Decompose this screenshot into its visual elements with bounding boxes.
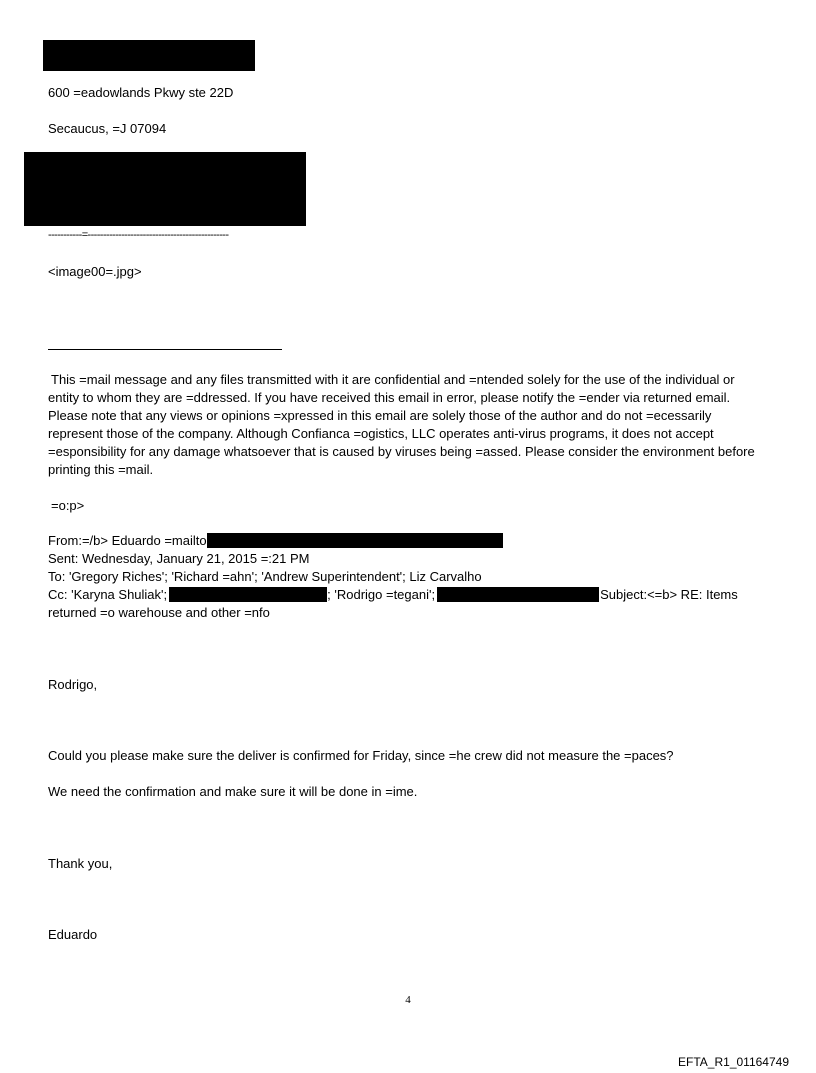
document-id: EFTA_R1_01164749: [678, 1055, 789, 1069]
body-signature: Eduardo: [48, 927, 98, 942]
body-line-1: Could you please make sure the deliver is confirmed for Friday, since =he crew did not measure the =paces?: [48, 748, 674, 763]
subject-label: Subject:<=b> RE: Items: [600, 587, 738, 602]
header-cc: [48, 586, 738, 604]
from-label: From:=/b> Eduardo =mailto: [48, 533, 207, 548]
confidentiality-disclaimer: This =mail message and any files transmitted with it are confidential and =ntended solely for the use of the individual or entity to whom they are =ddressed. If you have received this email in error, please notify the =ender via returned email. Please note that any views or opinions =xpressed in this email are solely those of the author and do not =ecessarily represent those of the company. Although Confianca =ogistics, LLC operates anti-virus programs, it does not accept =esponsibility for any damage whatsoever that is caused by viruses being =assed. Please consider the environment before printing this =mail.: [48, 372, 755, 477]
cc-label: Cc: 'Karyna Shuliak';: [48, 587, 168, 602]
redaction-cc-1: [169, 587, 327, 602]
redaction-block-top: [43, 40, 255, 71]
separator-line: -----------=----------------------------------------------: [48, 229, 229, 241]
divider-rule: [48, 349, 282, 350]
address-line-1: 600 =eadowlands Pkwy ste 22D: [48, 85, 234, 100]
body-greeting: Rodrigo,: [48, 677, 98, 692]
body-line-2: We need the confirmation and make sure it will be done in =ime.: [48, 784, 418, 799]
page-number: 4: [405, 994, 411, 1006]
redaction-block-large: [24, 152, 306, 226]
address-line-2: Secaucus, =J 07094: [48, 121, 167, 136]
redaction-cc-2: [437, 587, 599, 602]
header-from: [48, 532, 503, 550]
cc-rodrigo: ; 'Rodrigo =tegani';: [327, 587, 436, 602]
op-tag: =o:p>: [51, 498, 85, 513]
header-subject-cont: returned =o warehouse and other =nfo: [48, 605, 270, 620]
body-closing: Thank you,: [48, 856, 113, 871]
redaction-from-email: [207, 533, 503, 548]
header-sent: Sent: Wednesday, January 21, 2015 =:21 PM: [48, 551, 310, 566]
header-to: To: 'Gregory Riches'; 'Richard =ahn'; 'Andrew Superintendent'; Liz Carvalho: [48, 569, 482, 584]
image-placeholder: <image00=.jpg>: [48, 264, 142, 279]
